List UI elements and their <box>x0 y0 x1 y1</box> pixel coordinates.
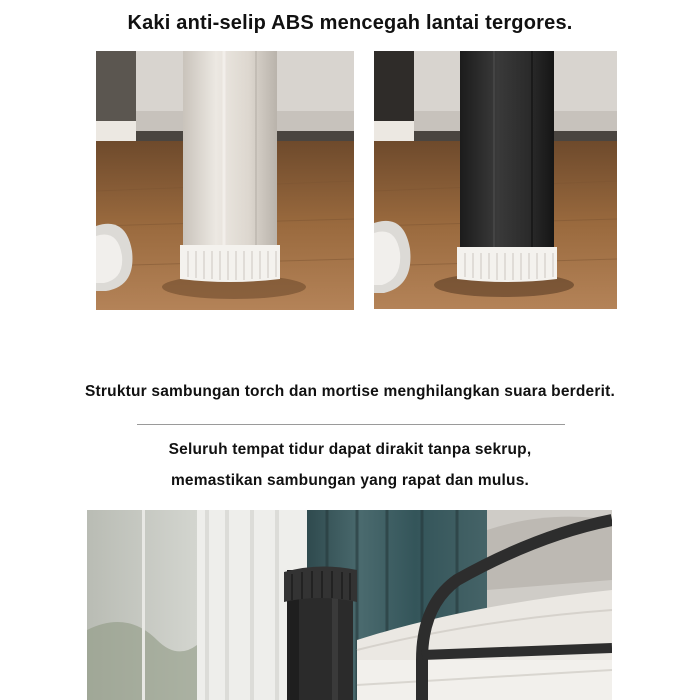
black-leg-photo <box>374 51 617 309</box>
bed-frame-image <box>87 510 612 700</box>
heading: Kaki anti-selip ABS mencegah lantai tergores. <box>127 12 573 34</box>
white-leg-image <box>96 51 354 310</box>
assembly-caption-line2: memastikan sambungan yang rapat dan mulus. <box>170 472 530 489</box>
white-leg-photo <box>96 51 354 310</box>
bed-frame-photo <box>87 510 612 700</box>
divider <box>137 424 565 425</box>
black-leg-image <box>374 51 617 309</box>
assembly-caption-line1: Seluruh tempat tidur dapat dirakit tanpa sekrup, <box>168 441 532 458</box>
joint-caption: Struktur sambungan torch dan mortise menghilangkan suara berderit. <box>85 383 615 400</box>
